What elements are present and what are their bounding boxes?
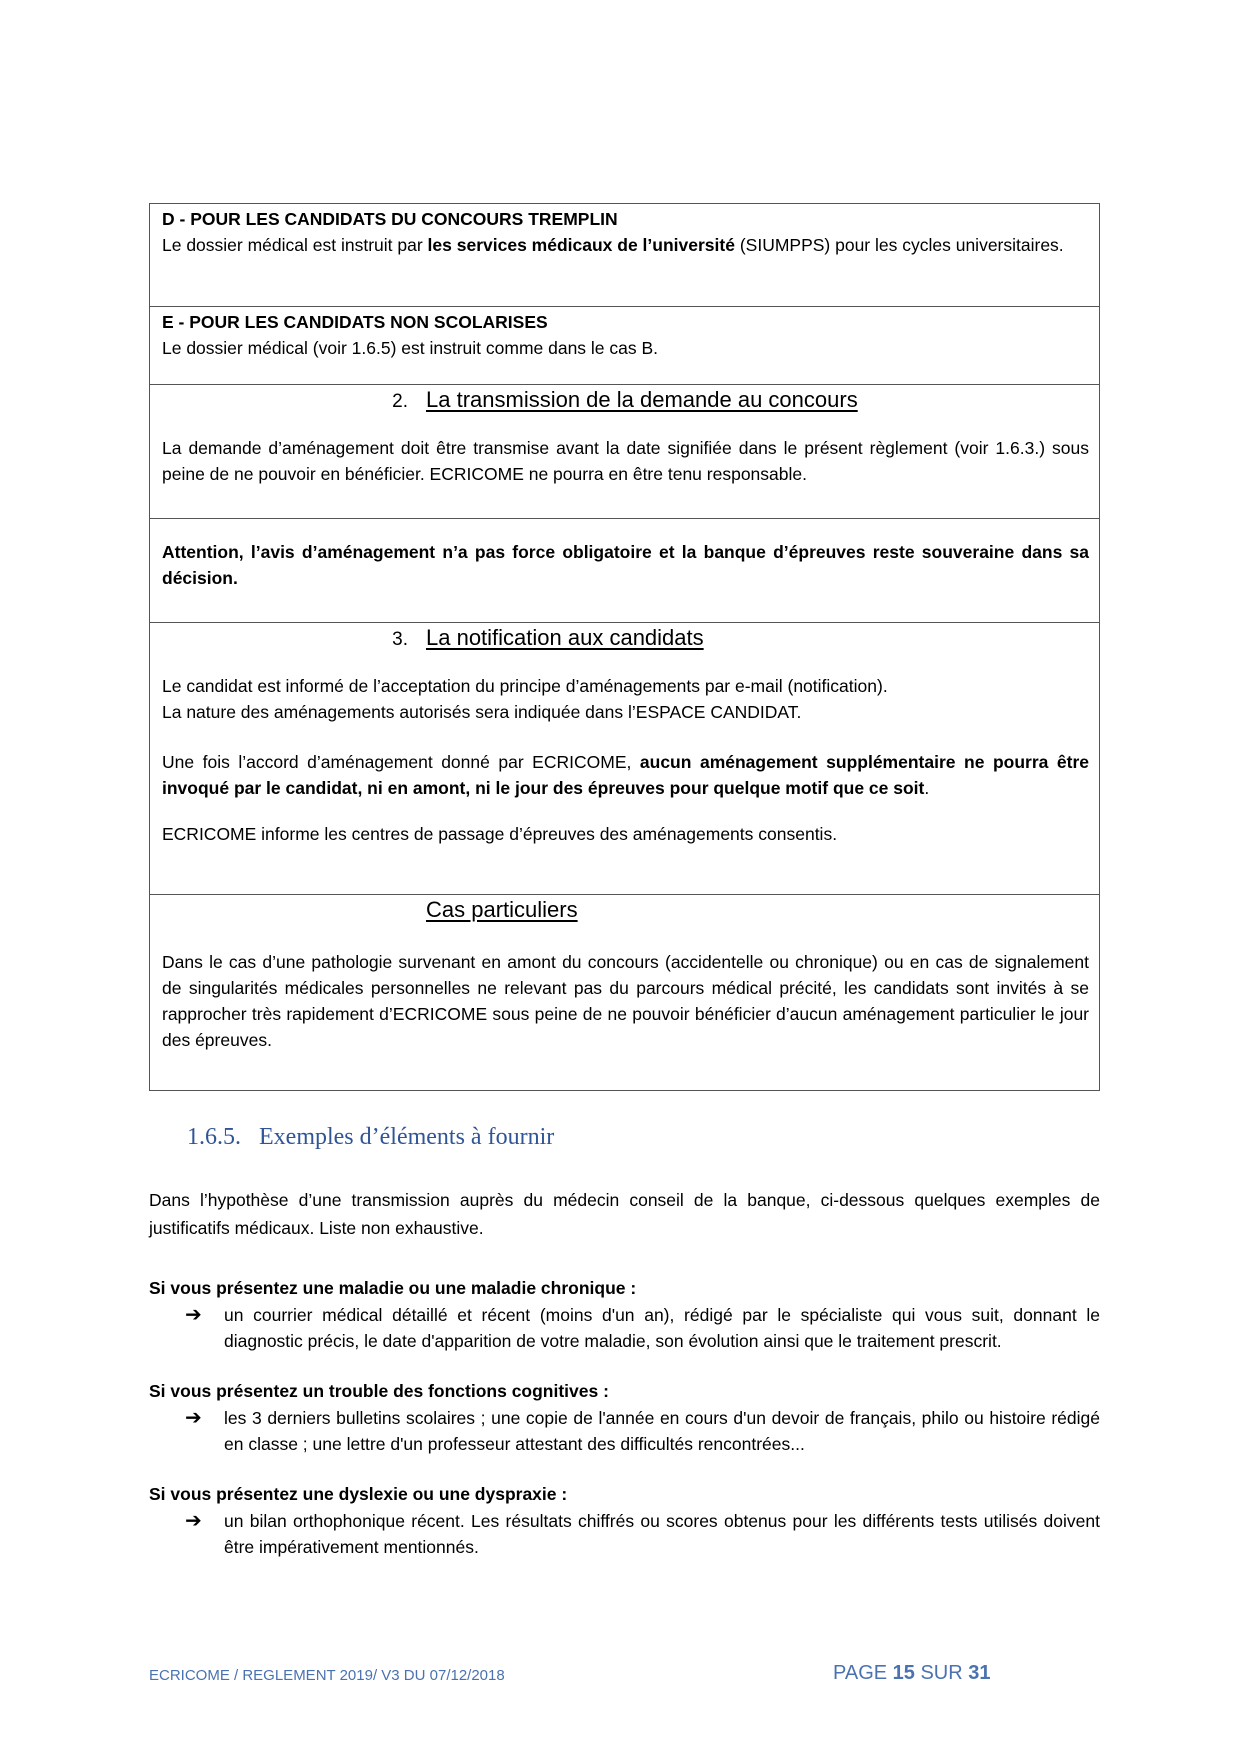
item-1-bullet — [186, 1302, 1100, 1354]
section-2-title: La transmission de la demande au concours — [426, 387, 858, 412]
section-3-line-1: Le candidat est informé de l’acceptation du principe d’aménagements par e-mail (notification). — [162, 676, 888, 696]
item-2-text: les 3 derniers bulletins scolaires ; une copie de l'année en cours d'un devoir de français, philo ou histoire rédigé en classe ; une lettre d'un professeur attestant des difficultés rencontrées... — [224, 1408, 1100, 1454]
e-heading: E - POUR LES CANDIDATS NON SCOLARISES — [162, 312, 548, 332]
cell-notification — [150, 622, 1099, 894]
page-counter — [833, 1662, 991, 1685]
section-3-paragraph-2 — [162, 749, 1089, 801]
cell-attention — [150, 518, 1099, 622]
info-table — [149, 203, 1100, 1091]
attention-text: Attention, l’avis d’aménagement n’a pas force obligatoire et la banque d’épreuves reste souveraine dans sa décision. — [162, 542, 1089, 588]
section-2-heading — [162, 385, 1089, 417]
cas-heading — [162, 895, 1089, 925]
footer-reference: ECRICOME / REGLEMENT 2019/ V3 DU 07/12/2018 — [149, 1667, 505, 1684]
item-3-heading: Si vous présentez une dyslexie ou une dyspraxie : — [149, 1484, 568, 1504]
d-text-1: Le dossier médical est instruit par — [162, 235, 423, 255]
section-2-number: 2. — [392, 391, 408, 412]
section-3-p2-normal: Une fois l’accord d’aménagement donné par ECRICOME, — [162, 752, 632, 772]
section-3-p2-bold: aucun aménagement supplémentaire ne pourra être invoqué par le candidat, ni en amont, ni le jour des épreuves pour quelque motif que ce soit — [162, 752, 1089, 798]
d-text-2: (SIUMPPS) pour les cycles universitaires. — [739, 235, 1064, 255]
cas-text: Dans le cas d’une pathologie survenant en amont du concours (accidentelle ou chronique) ou en cas de signalement de singularités médicales personnelles ne relevant pas du parcours médical précité, les candidats sont invités à se rapprocher très rapidement d’ECRICOME sous peine de ne pouvoir bénéficier d’aucun aménagement particulier le jour des épreuves. — [162, 952, 1089, 1050]
cell-cas-particuliers — [150, 894, 1099, 1090]
section-heading — [187, 1124, 572, 1151]
item-2-heading: Si vous présentez un trouble des fonctions cognitives : — [149, 1381, 609, 1401]
d-heading: D - POUR LES CANDIDATS DU CONCOURS TREMPLIN — [162, 209, 618, 229]
d-text — [162, 232, 1089, 258]
arrow-right-icon: ➔ — [185, 1304, 202, 1326]
item-1-text: un courrier médical détaillé et récent (moins d'un an), rédigé par le spécialiste qui vous suit, donnant le diagnostic précis, le date d'apparition de votre maladie, son évolution ainsi que le traitement prescrit. — [224, 1305, 1100, 1351]
section-3-line-2: La nature des aménagements autorisés sera indiquée dans l’ESPACE CANDIDAT. — [162, 702, 802, 722]
page-label: PAGE — [833, 1662, 888, 1684]
section-3-title: La notification aux candidats — [426, 625, 704, 650]
section-3-paragraph-3: ECRICOME informe les centres de passage d’épreuves des aménagements consentis. — [162, 824, 838, 844]
e-text: Le dossier médical (voir 1.6.5) est instruit comme dans le cas B. — [162, 338, 659, 358]
sur-label: SUR — [920, 1662, 963, 1684]
cas-title: Cas particuliers — [426, 897, 578, 922]
section-intro: Dans l’hypothèse d’une transmission auprès du médecin conseil de la banque, ci-dessous quelques exemples de justificatifs médicaux. Liste non exhaustive. — [149, 1190, 1100, 1238]
section-3-p2-end: . — [924, 778, 930, 798]
page-total: 31 — [968, 1662, 991, 1684]
cell-transmission — [150, 384, 1099, 518]
section-2-text: La demande d’aménagement doit être transmise avant la date signifiée dans le présent règlement (voir 1.6.3.) sous peine de ne pouvoir en bénéficier. ECRICOME ne pourra en être tenu responsable. — [162, 438, 1089, 484]
cell-tremplin — [150, 204, 1099, 306]
d-text-bold: les services médicaux de l’université — [427, 235, 735, 255]
arrow-right-icon: ➔ — [185, 1407, 202, 1429]
section-3-number: 3. — [392, 629, 408, 650]
section-title: Exemples d’éléments à fournir — [259, 1124, 555, 1150]
item-1-heading: Si vous présentez une maladie ou une maladie chronique : — [149, 1278, 637, 1298]
item-3-text: un bilan orthophonique récent. Les résultats chiffrés ou scores obtenus pour les différents tests utilisés doivent être impérativement mentionnés. — [224, 1511, 1100, 1557]
arrow-right-icon: ➔ — [185, 1510, 202, 1532]
item-2-bullet — [186, 1405, 1100, 1457]
item-3-bullet — [186, 1508, 1100, 1560]
cell-non-scolarises — [150, 306, 1099, 384]
section-number: 1.6.5. — [187, 1124, 241, 1150]
section-3-heading — [162, 623, 1089, 655]
page-number: 15 — [892, 1662, 915, 1684]
